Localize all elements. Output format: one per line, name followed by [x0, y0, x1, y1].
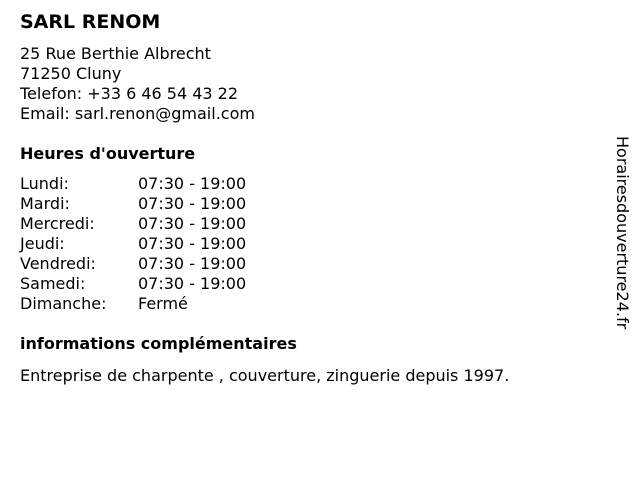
contact-block	[20, 44, 255, 124]
time-range: 07:30 - 19:00	[138, 214, 247, 233]
day-label: Samedi:	[20, 274, 86, 293]
business-name: SARL RENOM	[20, 11, 161, 33]
email-address: Email: sarl.renon@gmail.com	[20, 104, 255, 123]
time-range: 07:30 - 19:00	[138, 234, 247, 253]
time-range: 07:30 - 19:00	[138, 274, 247, 293]
hours-row	[20, 214, 246, 234]
time-range: 07:30 - 19:00	[138, 174, 247, 193]
opening-hours-heading: Heures d'ouverture	[20, 144, 196, 163]
day-label: Jeudi:	[20, 234, 65, 253]
additional-info-text: Entreprise de charpente , couverture, zinguerie depuis 1997.	[20, 366, 510, 385]
site-watermark: Horairesdouverture24.fr	[613, 136, 632, 330]
day-label: Lundi:	[20, 174, 69, 193]
time-range: 07:30 - 19:00	[138, 194, 247, 213]
phone-number: Telefon: +33 6 46 54 43 22	[20, 84, 239, 103]
hours-row	[20, 174, 246, 194]
additional-info-heading: informations complémentaires	[20, 334, 297, 353]
hours-row	[20, 254, 246, 274]
hours-row	[20, 194, 246, 214]
day-label: Mercredi:	[20, 214, 95, 233]
time-range: 07:30 - 19:00	[138, 254, 247, 273]
hours-row	[20, 294, 246, 314]
day-label: Dimanche:	[20, 294, 107, 313]
city-postcode: 71250 Cluny	[20, 64, 122, 83]
day-label: Vendredi:	[20, 254, 96, 273]
street-address: 25 Rue Berthie Albrecht	[20, 44, 211, 63]
hours-row	[20, 274, 246, 294]
opening-hours-table	[20, 174, 246, 314]
hours-row	[20, 234, 246, 254]
day-label: Mardi:	[20, 194, 70, 213]
time-range: Fermé	[138, 294, 188, 313]
